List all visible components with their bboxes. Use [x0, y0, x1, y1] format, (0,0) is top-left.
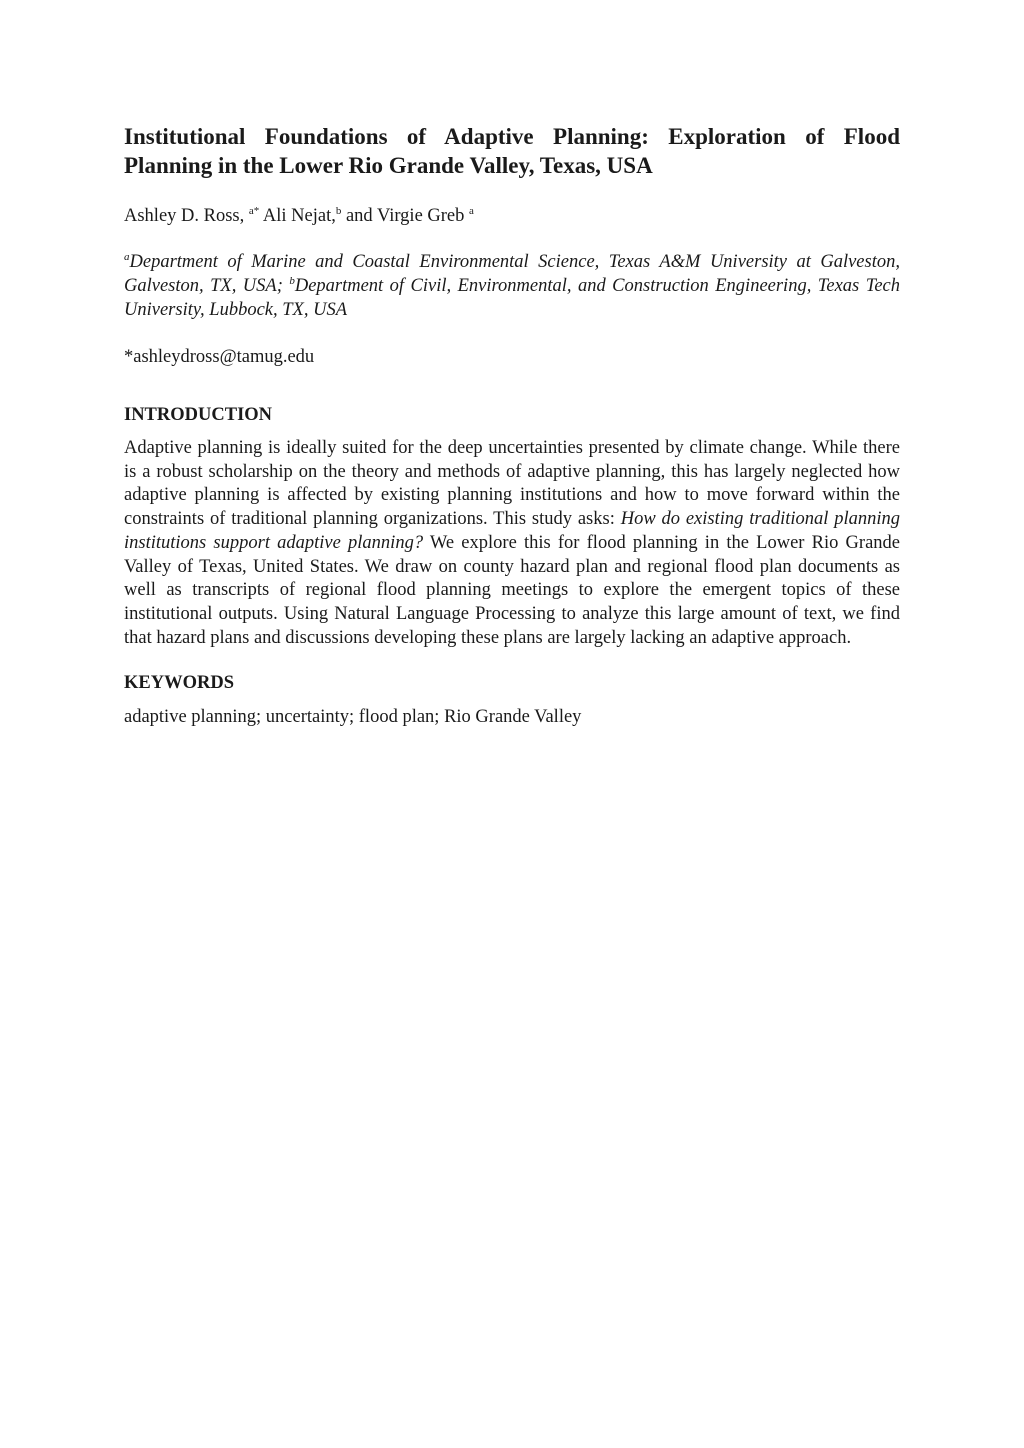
author-1-name: Ashley D. Ross,: [124, 206, 245, 226]
introduction-paragraph: [124, 437, 900, 650]
abstract-text-part-1: Adaptive planning is ideally suited for the deep uncertainties presented by climate change. While there is a robust scholarship on the theory and methods of adaptive planning, this has largely neglected how adaptive planning is affected by existing planning institutions and how to move forward within the constraints of traditional planning organizations. This study asks:: [124, 438, 900, 530]
affil-a-mark: a: [124, 251, 130, 263]
corresponding-email: *ashleydross@tamug.edu: [124, 347, 315, 367]
affiliations: [124, 250, 900, 322]
paper-title-line-2: Planning in the Lower Rio Grande Valley, Texas, USA: [124, 153, 653, 178]
abstract-text-part-2: We explore this for flood planning in the Lower Rio Grande Valley of Texas, United States. We draw on county hazard plan and regional flood plan documents as well as transcripts of regional flood planning meetings to explore the emergent topics of these institutional outputs. Using Natural Language Processing to analyze this large amount of text, we find that hazard plans and discussions developing these plans are largely lacking an adaptive approach.: [124, 532, 900, 648]
affil-b-text: Department of Civil, Environmental, and Construction Engineering, Texas Tech University, Lubbock, TX, USA: [124, 276, 900, 320]
introduction-heading: INTRODUCTION: [124, 405, 273, 425]
author-3-affil-mark: a: [469, 205, 474, 217]
keywords-list: adaptive planning; uncertainty; flood plan; Rio Grande Valley: [124, 707, 582, 728]
paper-page: [124, 122, 900, 729]
affil-a-text: Department of Marine and Coastal Environmental Science, Texas A&M University at Galveston, Galveston, TX, USA;: [124, 252, 900, 296]
author-list: [124, 204, 900, 228]
author-2-affil-mark: b: [335, 205, 342, 217]
author-3-name: and Virgie Greb: [345, 206, 465, 226]
author-2-name: Ali Nejat,: [262, 206, 336, 226]
paper-title: [124, 122, 900, 180]
research-question: How do existing traditional planning institutions support adaptive planning?: [124, 509, 901, 553]
paper-title-line-1: Institutional Foundations of Adaptive Planning: Exploration of Flood: [124, 124, 900, 149]
affil-b-mark: b: [289, 275, 295, 287]
author-1-affil-mark: a*: [248, 205, 260, 217]
keywords-heading: KEYWORDS: [124, 673, 234, 694]
